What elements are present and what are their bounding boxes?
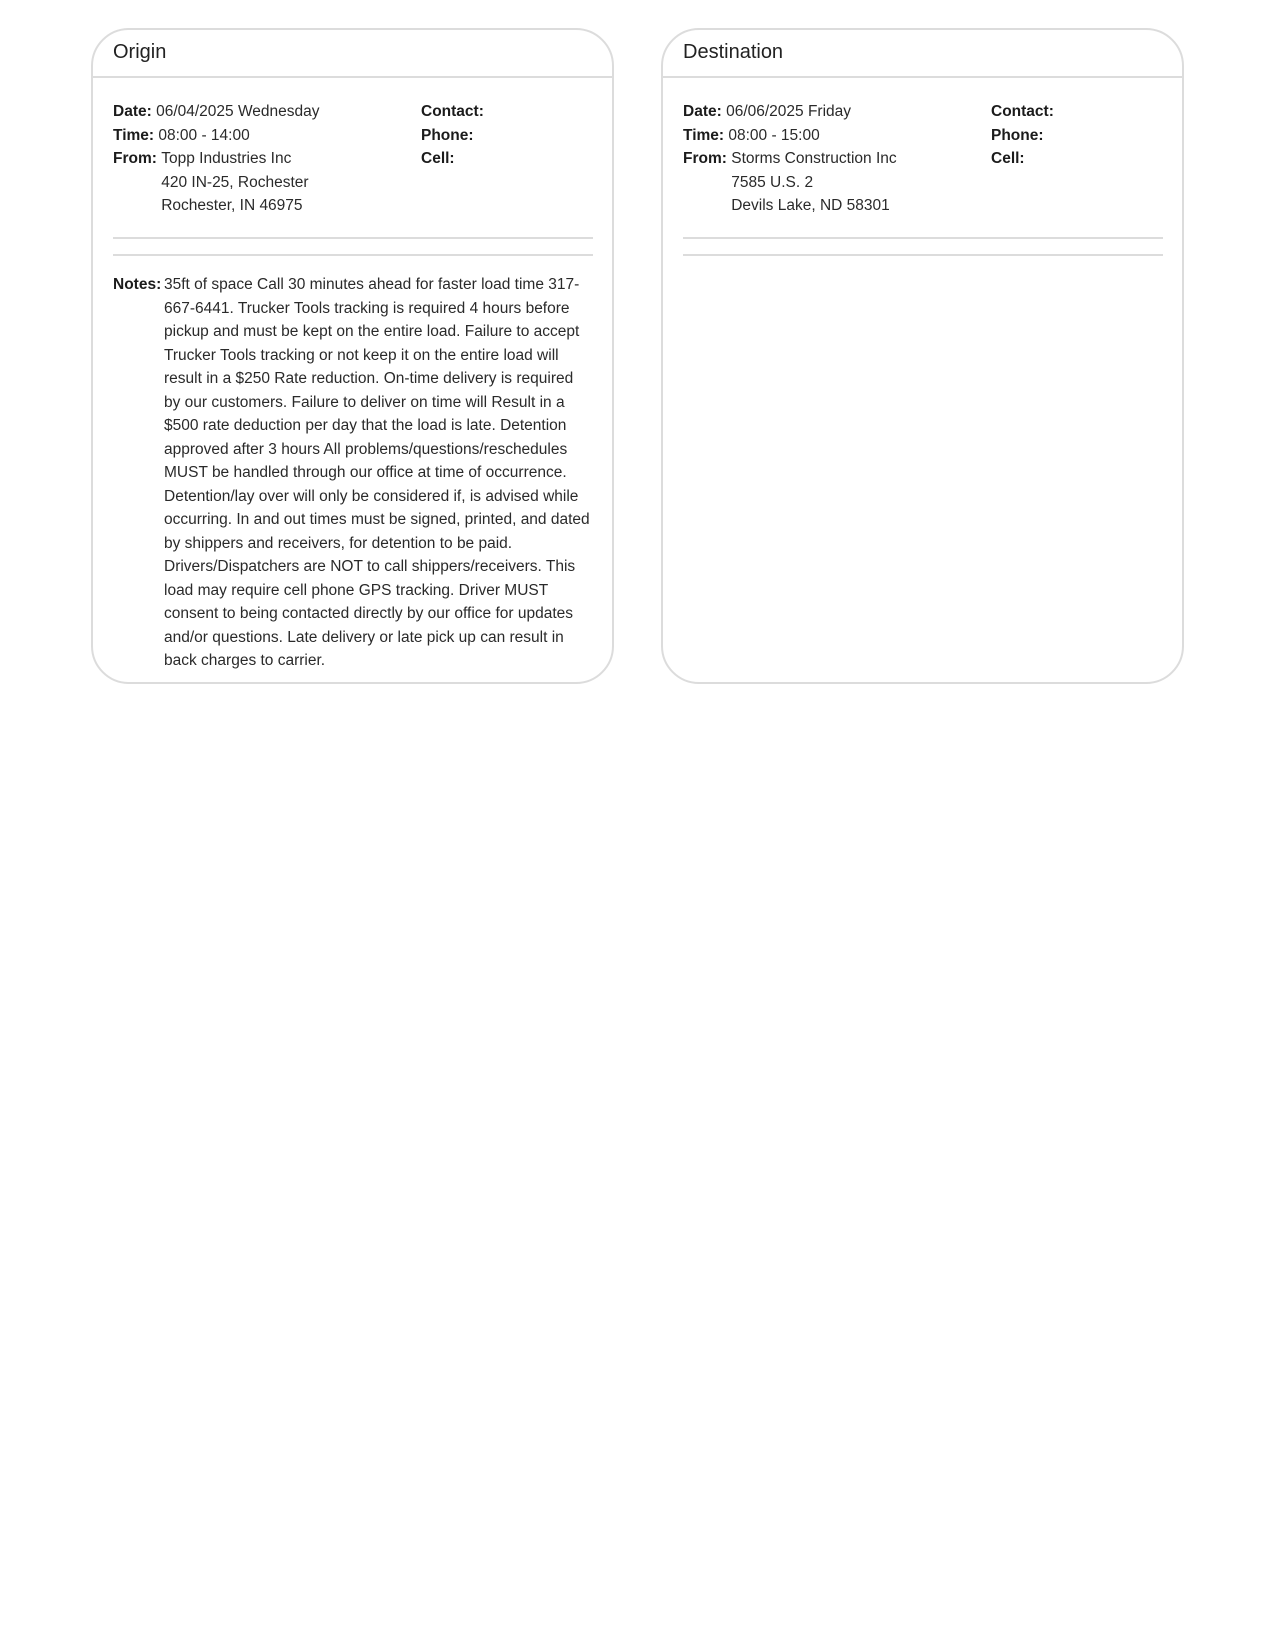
origin-date-line	[113, 100, 421, 124]
destination-body	[663, 78, 1182, 256]
date-label: Date:	[683, 103, 722, 120]
cell-label: Cell:	[991, 150, 1025, 167]
destination-schedule	[683, 100, 991, 237]
contact-label: Contact:	[991, 103, 1054, 120]
destination-date: 06/06/2025 Friday	[726, 103, 852, 120]
notes-text: 35ft of space Call 30 minutes ahead for faster load time 317-667-6441. Trucker Tools tracking is required 4 hours before pickup and must be kept on the entire load. Failure to accept Trucker Tools tracking or not keep it on the entire load will result in a $250 Rate reduction. On-time delivery is required by our customers. Failure to deliver on time will Result in a $500 rate deduction per day that the load is late. Detention approved after 3 hours All problems/questions/reschedules MUST be handled through our office at time of occurrence. Detention/lay over will only be considered if, is advised while occurring. In and out times must be signed, printed, and dated by shippers and receivers, for detention to be paid. Drivers/Dispatchers are NOT to call shippers/receivers. This load may require cell phone GPS tracking. Driver MUST consent to being contacted directly by our office for updates and/or questions. Late delivery or late pick up can result in back charges to carrier.	[164, 276, 590, 669]
origin-title: Origin	[113, 41, 167, 63]
origin-schedule	[113, 100, 421, 237]
destination-street: 7585 U.S. 2	[731, 173, 814, 191]
phone-label: Phone:	[421, 126, 474, 144]
destination-company: Storms Construction Inc	[731, 150, 897, 167]
origin-company: Topp Industries Inc	[161, 150, 292, 167]
origin-notes	[113, 273, 593, 673]
origin-city: Rochester, IN 46975	[161, 197, 303, 214]
destination-divider	[683, 254, 1163, 256]
origin-time: 08:00 - 14:00	[158, 126, 250, 144]
origin-time-line	[113, 124, 421, 148]
origin-street: 420 IN-25, Rochester	[161, 173, 309, 191]
time-label: Time:	[683, 126, 725, 144]
destination-city: Devils Lake, ND 58301	[731, 197, 890, 214]
destination-info	[683, 100, 1163, 239]
destination-header	[663, 30, 1182, 78]
destination-from-line	[683, 147, 991, 218]
origin-address	[161, 147, 308, 218]
date-label: Date:	[113, 103, 152, 120]
destination-title: Destination	[683, 41, 784, 63]
origin-info	[113, 100, 593, 239]
phone-label: Phone:	[991, 126, 1044, 144]
destination-address	[731, 147, 896, 218]
destination-contact-info	[991, 100, 1163, 237]
destination-card	[661, 28, 1184, 684]
origin-from-line	[113, 147, 421, 218]
cell-label: Cell:	[421, 150, 455, 167]
origin-body	[93, 78, 612, 673]
origin-header	[93, 30, 612, 78]
from-label: From:	[113, 150, 157, 167]
origin-date: 06/04/2025 Wednesday	[156, 103, 320, 120]
origin-card	[91, 28, 614, 684]
contact-label: Contact:	[421, 103, 484, 120]
time-label: Time:	[113, 126, 155, 144]
notes-label: Notes:	[113, 276, 162, 293]
destination-time-line	[683, 124, 991, 148]
from-label: From:	[683, 150, 727, 167]
origin-divider	[113, 254, 593, 256]
destination-date-line	[683, 100, 991, 124]
destination-time: 08:00 - 15:00	[728, 126, 820, 144]
origin-contact-info	[421, 100, 593, 237]
